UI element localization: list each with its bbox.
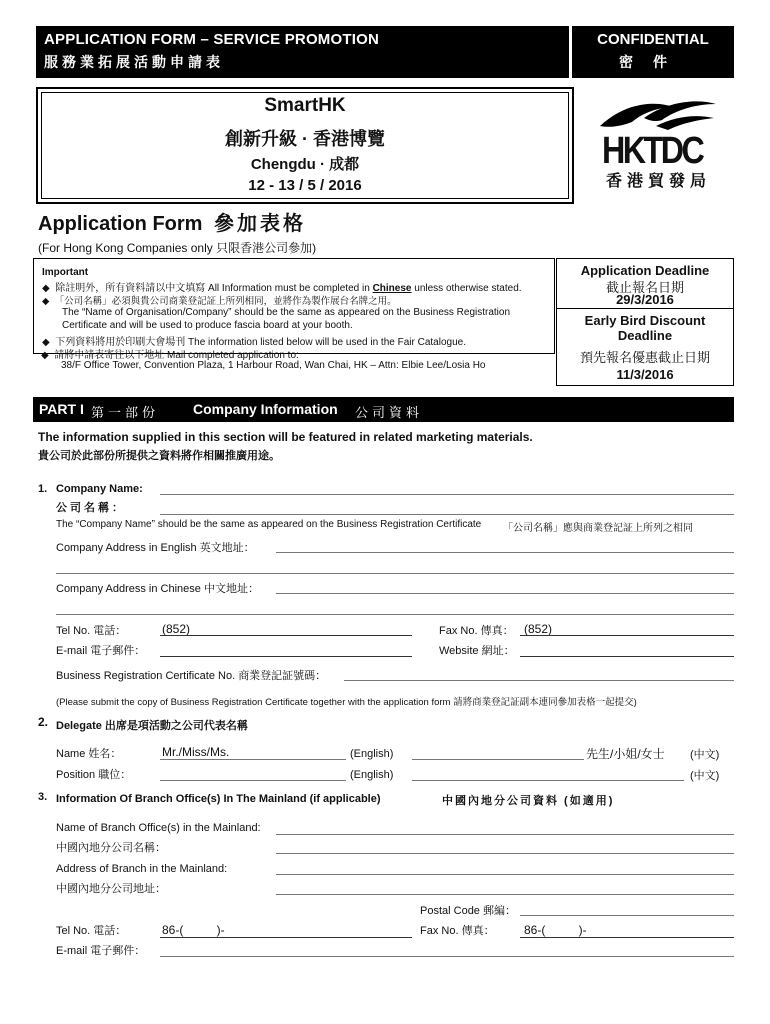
bullet-4-text: 請將申請表寄往以下地址 Mail completed application to: xyxy=(54,350,299,361)
delegate-name-suffix-zh: 先生/小姐/女士 xyxy=(586,747,665,761)
bullet-3-text: 下列資料將用於印刷大會場刊 The information listed below will be used in the Fair Catalogue. xyxy=(55,337,466,348)
branch-info-title-zh: 中國內地分公司資料 (如適用) xyxy=(442,795,615,807)
diamond-bullet-icon: ◆ xyxy=(42,337,50,348)
delegate-position-en-field[interactable] xyxy=(160,780,346,781)
delegate-position-chinese-tag: (中文) xyxy=(690,770,720,782)
application-deadline-title: Application Deadline xyxy=(580,263,710,278)
fax-field-prefix: (852) xyxy=(524,622,553,636)
application-deadline-date: 29/3/2016 xyxy=(616,292,674,307)
bullet-2-text-en-1: The “Name of Organisation/Company” should be the same as appeared on the Business Registration xyxy=(62,307,511,318)
brc-field[interactable] xyxy=(344,680,734,681)
branch-tel-field[interactable] xyxy=(160,937,412,938)
mailing-address: 38/F Office Tower, Convention Plaza, 1 Harbour Road, Wan Chai, HK – Attn: Elbie Lee/Losia Ho xyxy=(61,360,486,371)
early-bird-title-2: Deadline xyxy=(617,328,673,343)
application-form-title xyxy=(38,207,306,236)
deadline-divider xyxy=(557,308,733,309)
branch-fax-label: Fax No. 傳真： xyxy=(420,925,495,937)
branch-fax-field[interactable] xyxy=(520,937,734,938)
part-1-title: Company Information xyxy=(193,401,338,417)
form-title-en: APPLICATION FORM – SERVICE PROMOTION xyxy=(44,31,380,48)
section-2-number: 2. xyxy=(38,715,49,729)
deadline-box xyxy=(556,258,734,386)
company-name-field-zh[interactable] xyxy=(160,514,734,515)
company-name-label: Company Name: xyxy=(56,483,143,495)
event-name: SmartHK xyxy=(264,95,346,116)
part-1-header-bar xyxy=(33,397,734,422)
diamond-bullet-icon: ◆ xyxy=(42,283,50,294)
fax-label: Fax No. 傳真： xyxy=(439,625,514,637)
hktdc-logo xyxy=(596,96,720,190)
branch-tel-label: Tel No. 電話： xyxy=(56,925,127,937)
branch-address-label: Address of Branch in the Mainland: xyxy=(56,863,228,875)
event-city: Chengdu · 成都 xyxy=(250,156,360,173)
brc-note: (Please submit the copy of Business Registration Certificate together with the application form 請將商業登記証副本連同參加表格一起提交) xyxy=(56,697,637,708)
confidential-label-zh: 密件 xyxy=(619,54,687,70)
company-name-label-zh: 公司名稱： xyxy=(56,502,126,514)
event-subtitle: 創新升級 · 香港博覽 xyxy=(225,129,385,149)
part-1-intro-en: The information supplied in this section will be featured in related marketing materials. xyxy=(38,430,533,444)
delegate-name-en-field[interactable] xyxy=(160,759,346,760)
tel-field[interactable] xyxy=(160,635,412,636)
important-bullet-1 xyxy=(42,279,522,294)
branch-address-field-zh[interactable] xyxy=(276,894,734,895)
branch-info-title: Information Of Branch Office(s) In The Mainland (if applicable) xyxy=(56,793,381,805)
address-zh-label: Company Address in Chinese 中文地址： xyxy=(56,583,259,595)
address-zh-field-line-2[interactable] xyxy=(56,614,734,615)
event-info-box xyxy=(36,87,574,204)
brc-label: Business Registration Certificate No. 商業登記証號碼： xyxy=(56,670,327,682)
delegate-name-zh-field[interactable] xyxy=(412,759,584,760)
part-1-title-zh: 公司資料 xyxy=(355,405,424,420)
delegate-title: Delegate 出席是項活動之公司代表名稱 xyxy=(56,720,248,732)
address-en-field-line-2[interactable] xyxy=(56,573,734,574)
tel-field-prefix: (852) xyxy=(162,622,191,636)
part-1-label-zh: 第一部份 xyxy=(91,405,160,420)
diamond-bullet-icon: ◆ xyxy=(42,296,50,307)
delegate-name-prefix: Mr./Miss/Ms. xyxy=(162,745,230,759)
diamond-bullet-icon: ◆ xyxy=(41,350,49,361)
early-bird-date: 11/3/2016 xyxy=(616,367,674,382)
address-en-field[interactable] xyxy=(276,552,734,553)
email-label: E-mail 電子郵件： xyxy=(56,645,146,657)
application-form-title-en: Application Form xyxy=(38,213,203,235)
company-name-note: The “Company Name” should be the same as appeared on the Business Registration Certificate xyxy=(56,519,482,530)
branch-address-field[interactable] xyxy=(276,874,734,875)
address-en-label: Company Address in English 英文地址： xyxy=(56,542,255,554)
branch-name-field-zh[interactable] xyxy=(276,853,734,854)
important-bullet-2 xyxy=(42,293,397,307)
event-dates: 12 - 13 / 5 / 2016 xyxy=(248,177,362,194)
fax-field[interactable] xyxy=(520,635,734,636)
branch-email-field[interactable] xyxy=(160,956,734,957)
part-1-intro-zh: 貴公司於此部份所提供之資料將作相關推廣用途。 xyxy=(38,450,280,462)
bullet-1-tail: unless otherwise stated. xyxy=(411,283,522,294)
delegate-name-label: Name 姓名： xyxy=(56,748,122,760)
form-title-zh: 服務業拓展活動申請表 xyxy=(44,54,224,70)
early-bird-title-1: Early Bird Discount xyxy=(584,313,706,328)
branch-email-label: E-mail 電子郵件： xyxy=(56,945,146,957)
early-bird-title-zh: 預先報名優惠截止日期 xyxy=(579,350,710,365)
branch-name-label: Name of Branch Office(s) in the Mainland: xyxy=(56,822,261,834)
delegate-position-english-tag: (English) xyxy=(350,769,394,781)
confidential-label: CONFIDENTIAL xyxy=(597,31,709,48)
important-heading: Important xyxy=(42,267,89,278)
bullet-2-text-zh: 「公司名稱」必須與貴公司商業登記証上所列相同，並將作為製作展台名牌之用。 xyxy=(54,296,397,307)
branch-fax-prefix: 86-( )- xyxy=(524,923,587,937)
delegate-name-english-tag: (English) xyxy=(350,748,394,760)
delegate-position-zh-field[interactable] xyxy=(412,780,684,781)
form-header-banner xyxy=(36,26,734,78)
hktdc-logo-text-zh: 香港貿發局 xyxy=(606,173,712,190)
hk-companies-note: (For Hong Kong Companies only 只限香港公司參加) xyxy=(38,241,317,255)
branch-tel-prefix: 86-( )- xyxy=(162,923,225,937)
application-form-title-zh: 參加表格 xyxy=(214,213,307,235)
section-1-number: 1. xyxy=(38,483,48,495)
company-name-field[interactable] xyxy=(160,494,734,495)
important-notes-box xyxy=(33,258,555,354)
hktdc-logo-text: HKTDC xyxy=(602,130,703,172)
bullet-1-emphasis: Chinese xyxy=(372,283,412,294)
email-field[interactable] xyxy=(160,656,412,657)
application-deadline-title-zh: 截止報名日期 xyxy=(605,280,684,295)
important-bullet-4 xyxy=(41,346,299,361)
section-3-number: 3. xyxy=(38,791,48,803)
branch-name-label-zh: 中國內地分公司名稱： xyxy=(56,842,166,854)
part-1-label: PART I xyxy=(39,401,84,417)
website-label: Website 網址： xyxy=(439,645,515,657)
postal-code-label: Postal Code 郵編： xyxy=(420,905,516,917)
company-name-note-zh: 「公司名稱」應與商業登記証上所列之相同 xyxy=(503,523,693,534)
postal-code-field[interactable] xyxy=(520,915,734,916)
bullet-2-text-en-2: Certificate and will be used to produce fascia board at your booth. xyxy=(62,320,353,331)
delegate-name-chinese-tag: (中文) xyxy=(690,749,720,761)
website-field[interactable] xyxy=(520,656,734,657)
tel-label: Tel No. 電話： xyxy=(56,625,127,637)
branch-address-label-zh: 中國內地分公司地址： xyxy=(56,883,166,895)
bullet-1-text: 除註明外，所有資料請以中文填寫 All Information must be completed in xyxy=(55,283,373,294)
branch-name-field[interactable] xyxy=(276,834,734,835)
delegate-position-label: Position 職位： xyxy=(56,769,132,781)
address-zh-field[interactable] xyxy=(276,593,734,594)
